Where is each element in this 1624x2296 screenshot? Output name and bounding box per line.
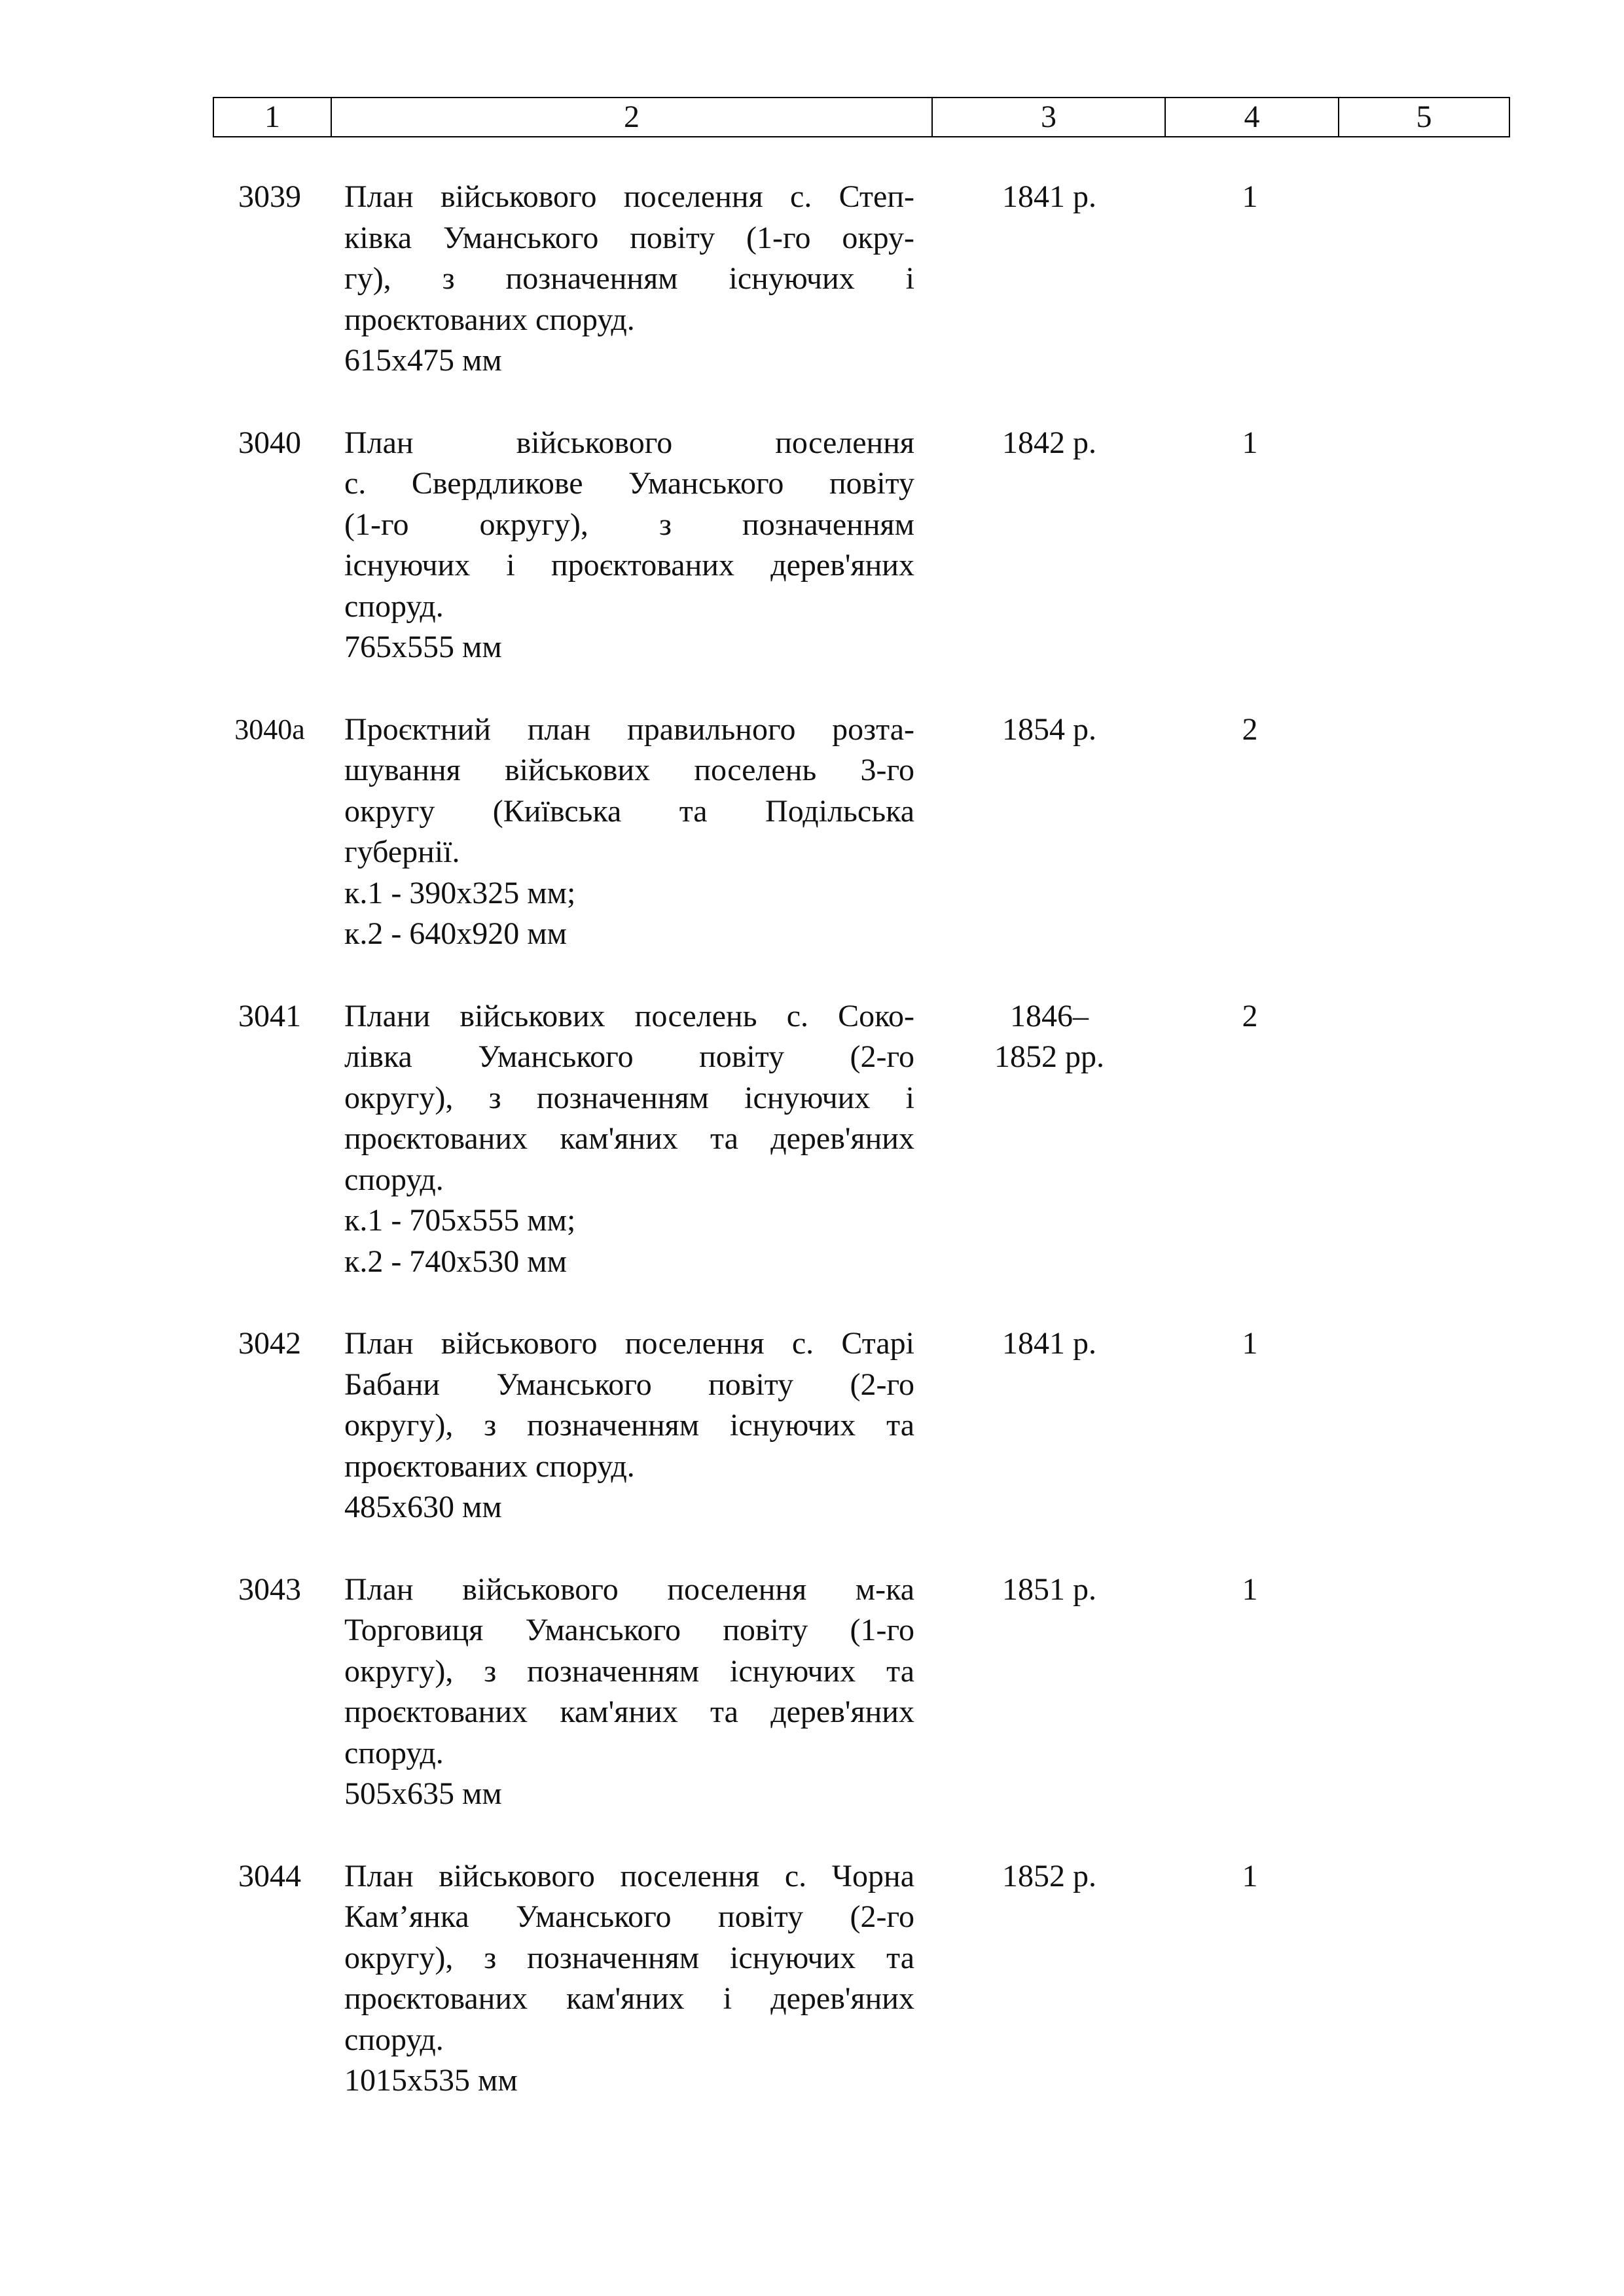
description-line: 615х475 мм [344,343,502,378]
entry-quantity: 2 [1242,711,1258,747]
catalog-entry [213,1856,1510,2102]
entry-date [930,1856,1163,2102]
entry-number: 3041 [238,998,301,1033]
description-line: гу), з позначенням існуючих і [344,261,914,296]
entry-description [329,709,930,955]
description-line: округу), з позначенням існуючих та [344,1408,914,1443]
entry-description [329,996,930,1283]
description-line: споруд. [344,1162,444,1197]
description-line: Бабани Уманського повіту (2-го [344,1367,914,1402]
date-line: 1841 р. [1002,179,1096,214]
entry-number: 3042 [238,1326,301,1361]
entry-description [329,1856,930,2102]
description-line: споруд. [344,1735,444,1770]
description-line: Кам’янка Уманського повіту (2-го [344,1899,914,1934]
header-col-5: 5 [1338,98,1509,136]
entry-notes [1337,1570,1510,1815]
entry-quantity: 1 [1242,1858,1258,1893]
date-line: 1842 р. [1002,425,1096,460]
entry-date [930,1323,1163,1528]
description-line: споруд. [344,2022,444,2057]
description-line: Торговиця Уманського повіту (1-го [344,1613,914,1647]
description-line: шування військових поселень 3-го [344,753,914,787]
entry-quantity: 1 [1242,179,1258,214]
description-line: проєктованих кам'яних та дерев'яних [344,1121,914,1156]
date-line: 1846– [1010,998,1089,1033]
entry-description [329,1570,930,1815]
entry-number: 3043 [238,1571,301,1607]
entry-description [329,1323,930,1528]
entry-number: 3039 [238,179,301,214]
description-line: План військового поселення с. Степ- [344,179,914,214]
entry-notes [1337,1856,1510,2102]
date-line: 1851 р. [1002,1571,1096,1607]
catalog-entry [213,996,1510,1283]
entry-notes [1337,177,1510,382]
header-col-3: 3 [931,98,1164,136]
entry-notes [1337,423,1510,668]
entry-quantity: 1 [1242,425,1258,460]
description-line: к.1 - 390х325 мм; [344,875,576,910]
entry-description [329,423,930,668]
description-line: 765х555 мм [344,630,502,664]
catalog-entry [213,423,1510,668]
description-line: споруд. [344,588,444,624]
description-line: План військового поселення с. Чорна [344,1858,914,1893]
catalog-entry [213,1323,1510,1528]
entry-quantity: 2 [1242,998,1258,1033]
description-line: проєктованих кам'яних і дерев'яних [344,1981,914,2016]
entry-description [329,177,930,382]
description-line: округу), з позначенням існуючих і [344,1080,914,1115]
description-line: к.1 - 705х555 мм; [344,1203,576,1238]
description-line: План військового поселення с. Старі [344,1326,914,1361]
entry-date [930,996,1163,1283]
header-col-1: 1 [264,99,280,134]
entry-date [930,709,1163,955]
entry-notes [1337,1323,1510,1528]
entry-quantity: 1 [1242,1571,1258,1607]
description-line: Плани військових поселень с. Соко- [344,998,914,1033]
catalog-entry [213,709,1510,955]
description-line: План військового поселення [344,425,914,460]
date-line: 1854 р. [1002,711,1096,747]
entry-number: 3040а [234,713,305,745]
description-line: к.2 - 640х920 мм [344,916,568,951]
date-line: 1852 рр. [994,1039,1104,1074]
entry-number: 3040 [238,425,301,460]
entry-notes [1337,996,1510,1283]
entry-number: 3044 [238,1858,301,1893]
description-line: округу), з позначенням існуючих та [344,1940,914,1975]
header-col-4: 4 [1164,98,1338,136]
description-line: проєктованих споруд. [344,1448,635,1484]
entry-notes [1337,709,1510,955]
entry-date [930,177,1163,382]
catalog-entries [213,177,1510,2143]
description-line: ківка Уманського повіту (1-го окру- [344,220,914,255]
date-line: 1841 р. [1002,1326,1096,1361]
header-col-2: 2 [331,98,931,136]
description-line: проєктованих кам'яних та дерев'яних [344,1695,914,1729]
description-line: округу), з позначенням існуючих та [344,1653,914,1689]
description-line: 505х635 мм [344,1776,502,1811]
catalog-entry [213,1570,1510,1815]
description-line: 485х630 мм [344,1490,502,1524]
description-line: Проєктний план правильного розта- [344,711,914,747]
description-line: проєктованих споруд. [344,302,635,337]
entry-date [930,423,1163,668]
description-line: к.2 - 740х530 мм [344,1244,568,1279]
description-line: лівка Уманського повіту (2-го [344,1039,914,1074]
table-header-row [213,97,1510,137]
description-line: існуючих і проєктованих дерев'яних [344,548,914,583]
description-line: План військового поселення м-ка [344,1571,914,1607]
description-line: губернії. [344,834,460,869]
catalog-entry [213,177,1510,382]
entry-date [930,1570,1163,1815]
date-line: 1852 р. [1002,1858,1096,1893]
description-line: (1-го округу), з позначенням [344,507,914,542]
description-line: 1015х535 мм [344,2063,518,2098]
description-line: округу (Київська та Подільська [344,793,914,829]
entry-quantity: 1 [1242,1326,1258,1361]
description-line: с. Свердликове Уманського повіту [344,466,914,501]
